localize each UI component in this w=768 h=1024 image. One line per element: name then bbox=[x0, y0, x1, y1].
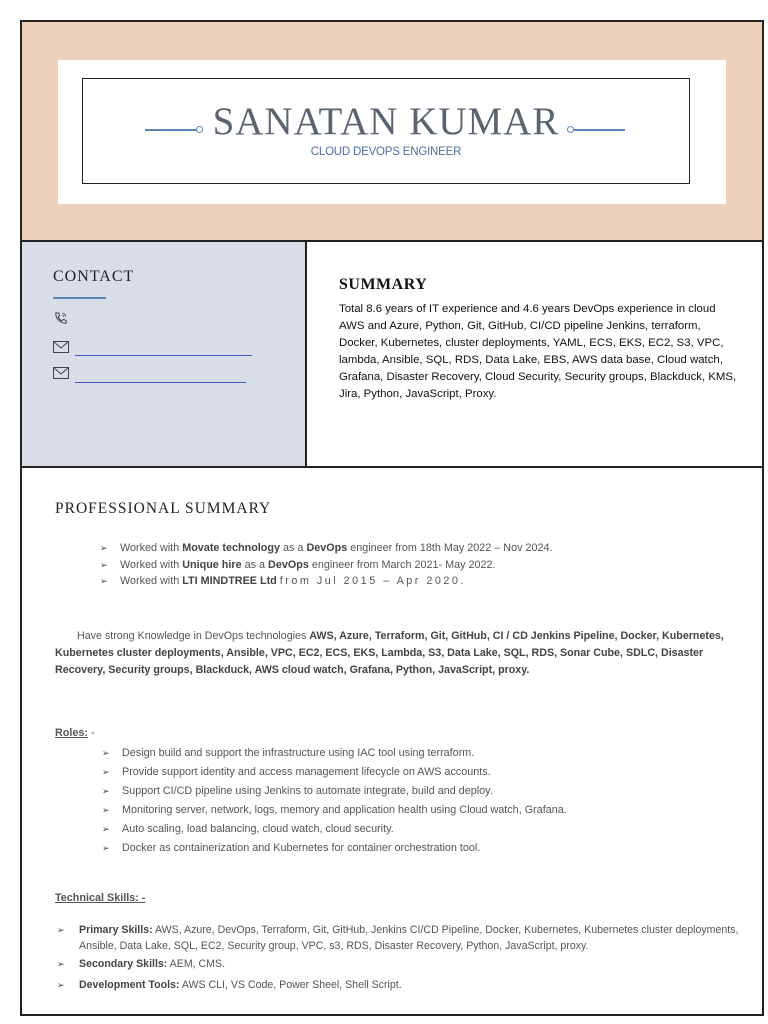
professional-summary-heading: PROFESSIONAL SUMMARY bbox=[55, 500, 272, 517]
arrowhead-bullet-icon: ➢ bbox=[102, 767, 110, 777]
resume-page bbox=[20, 20, 764, 1016]
skill-item: ➢ Development Tools: AWS CLI, VS Code, Power Sheel, Shell Script. bbox=[57, 979, 402, 991]
skill-item: ➢ Secondary Skills: AEM, CMS. bbox=[57, 958, 226, 970]
role-item: ➢ Auto scaling, load balancing, cloud watch, cloud security. bbox=[102, 820, 567, 839]
candidate-title: CLOUD DEVOPS ENGINEER bbox=[310, 146, 462, 158]
header-card bbox=[58, 60, 726, 204]
arrowhead-bullet-icon: ➢ bbox=[57, 959, 65, 969]
summary-panel bbox=[307, 242, 762, 468]
technical-skills-list bbox=[57, 922, 747, 995]
roles-list bbox=[102, 744, 567, 858]
email-link-2[interactable] bbox=[75, 382, 246, 383]
arrowhead-bullet-icon: ➢ bbox=[57, 925, 65, 935]
role-item: ➢ Design build and support the infrastructure using IAC tool using terraform. bbox=[102, 744, 567, 763]
arrowhead-bullet-icon: ➢ bbox=[102, 824, 110, 834]
candidate-name: SANATAN KUMAR bbox=[212, 100, 560, 143]
arrowhead-bullet-icon: ➢ bbox=[102, 805, 110, 815]
summary-heading: SUMMARY bbox=[339, 276, 428, 293]
arrowhead-bullet-icon: ➢ bbox=[57, 980, 65, 990]
skill-item: ➢ Primary Skills: AWS, Azure, DevOps, Terraform, Git, GitHub, Jenkins CI/CD Pipeline, Docker, Kubernetes, Kubernetes cluster deployments, Ansible, Data Lake, SQL, EC2, Security group, VPC, s3, RDS, Disaster Recovery, Python, JavaScript, proxy. bbox=[57, 924, 739, 952]
role-item: ➢ Support CI/CD pipeline using Jenkins to automate integrate, build and deploy. bbox=[102, 782, 567, 801]
email-icon bbox=[53, 366, 69, 382]
roles-heading: Roles: - bbox=[55, 727, 95, 739]
role-item: ➢ Docker as containerization and Kubernetes for container orchestration tool. bbox=[102, 839, 567, 858]
experience-item: ➢ Worked with LTI MINDTREE Ltd from Jul 2015 – Apr 2020. bbox=[100, 573, 553, 590]
experience-item: ➢ Worked with Unique hire as a DevOps engineer from March 2021- May 2022. bbox=[100, 557, 553, 574]
arrowhead-bullet-icon: ➢ bbox=[102, 786, 110, 796]
arrowhead-bullet-icon: ➢ bbox=[100, 543, 108, 553]
role-item: ➢ Monitoring server, network, logs, memory and application health using Cloud watch, Grafana. bbox=[102, 801, 567, 820]
header-band bbox=[22, 22, 762, 242]
email-icon bbox=[53, 340, 69, 356]
arrowhead-bullet-icon: ➢ bbox=[102, 843, 110, 853]
experience-item: ➢ Worked with Movate technology as a DevOps engineer from 18th May 2022 – Nov 2024. bbox=[100, 540, 553, 557]
arrowhead-bullet-icon: ➢ bbox=[100, 559, 108, 570]
contact-panel bbox=[22, 242, 307, 468]
knowledge-paragraph: Have strong Knowledge in DevOps technologies AWS, Azure, Terraform, Git, GitHub, CI / CD Jenkins Pipeline, Docker, Kubernetes, Kubernetes cluster deployments, Ansible, VPC, EC2, ECS, EKS, Lambda, S3, Data Lake, SQL, RDS, Sonar Cube, SDLC, Disaster Recovery, Security groups, Blackduck, AWS cloud watch, Grafana, Python, JavaScript, proxy. bbox=[55, 630, 724, 676]
arrowhead-bullet-icon: ➢ bbox=[102, 748, 110, 758]
name-box bbox=[82, 78, 690, 184]
experience-list bbox=[100, 540, 553, 590]
summary-text: Total 8.6 years of IT experience and 4.6 years DevOps experience in cloud AWS and Azure, Python, Git, GitHub, CI/CD pipeline Jenkins, terraform, Docker, Kubernetes, cluster deployments, YAML, ECS, EKS, EC2, S3, VPC, lambda, Ansible, SQL, RDS, Data Lake, EBS, AWS data base, Cloud watch, Grafana, Disaster Recovery, Cloud Security, Security groups, Blackduck, KMS, Jira, Python, JavaScript, Proxy. bbox=[339, 303, 737, 400]
technical-skills-heading: Technical Skills: - bbox=[55, 892, 146, 904]
right-decor-line bbox=[573, 129, 625, 131]
contact-heading: CONTACT bbox=[53, 268, 135, 285]
contact-heading-underline bbox=[53, 297, 106, 299]
phone-icon bbox=[53, 311, 68, 329]
role-item: ➢ Provide support identity and access management lifecycle on AWS accounts. bbox=[102, 763, 567, 782]
arrowhead-bullet-icon: ➢ bbox=[100, 576, 108, 586]
email-link-1[interactable] bbox=[75, 355, 252, 356]
